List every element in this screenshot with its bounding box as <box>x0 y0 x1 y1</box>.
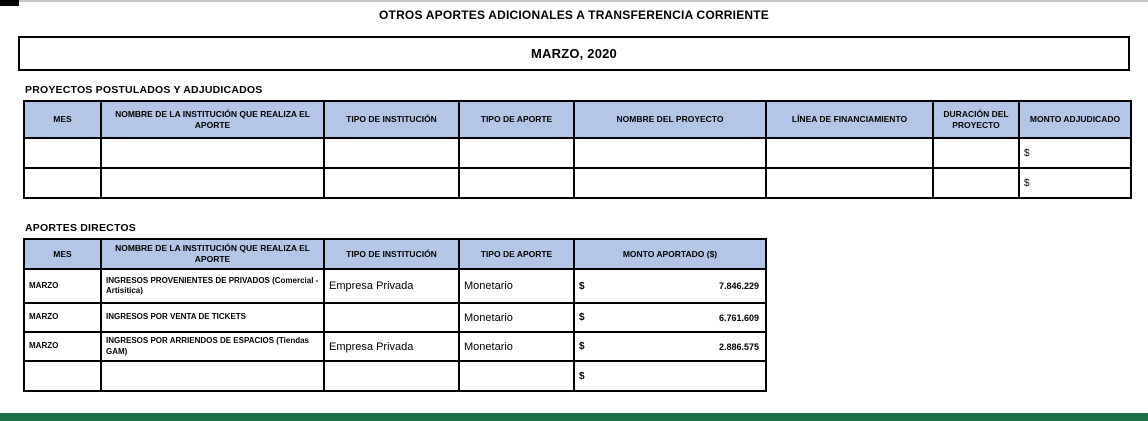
cell-linea-financiamiento <box>766 168 933 198</box>
table-row <box>24 269 766 303</box>
cell-nombre-proyecto <box>574 168 766 198</box>
cell-monto-aportado <box>574 303 766 332</box>
cell-tipo-aporte <box>459 138 574 168</box>
col-header-institucion: NOMBRE DE LA INSTITUCIÓN QUE REALIZA EL APORTE <box>101 101 324 138</box>
cell-tipo-institucion <box>324 168 459 198</box>
cell-duracion <box>933 138 1019 168</box>
direct-header-row <box>24 239 766 269</box>
cell-tipo-aporte <box>459 168 574 198</box>
cell-monto-aportado <box>574 332 766 361</box>
cell-institucion <box>101 168 324 198</box>
bottom-green-bar <box>0 413 1148 421</box>
window-edge-mark <box>0 0 19 6</box>
projects-table <box>23 100 1132 199</box>
cell-tipo-institucion: Empresa Privada <box>324 332 459 361</box>
col-header-mes: MES <box>24 239 101 269</box>
currency-symbol: $ <box>1024 147 1030 159</box>
amount-value: 2.886.575 <box>718 341 759 352</box>
projects-header-row <box>24 101 1131 138</box>
table-row <box>24 168 1131 198</box>
cell-institucion: INGRESOS POR ARRIENDOS DE ESPACIOS (Tiendas GAM) <box>101 332 324 361</box>
cell-mes: MARZO <box>24 269 101 303</box>
period-label: MARZO, 2020 <box>530 46 617 61</box>
cell-monto-adjudicado <box>1019 138 1131 168</box>
amount-value: 6.761.609 <box>718 312 759 323</box>
cell-monto-aportado <box>574 361 766 391</box>
cell-monto-aportado <box>574 269 766 303</box>
cell-institucion <box>101 138 324 168</box>
cell-duracion <box>933 168 1019 198</box>
cell-tipo-aporte <box>459 361 574 391</box>
currency-symbol: $ <box>1024 177 1030 189</box>
cell-mes: MARZO <box>24 332 101 361</box>
table-row <box>24 303 766 332</box>
table-row <box>24 138 1131 168</box>
currency-symbol: $ <box>579 341 585 352</box>
col-header-monto-adjudicado: MONTO ADJUDICADO <box>1019 101 1131 138</box>
col-header-duracion: DURACIÓN DEL PROYECTO <box>933 101 1019 138</box>
cell-mes: MARZO <box>24 303 101 332</box>
col-header-institucion: NOMBRE DE LA INSTITUCIÓN QUE REALIZA EL APORTE <box>101 239 324 269</box>
currency-symbol: $ <box>579 370 585 382</box>
cell-tipo-institucion <box>324 303 459 332</box>
cell-linea-financiamiento <box>766 138 933 168</box>
col-header-monto-aportado: MONTO APORTADO ($) <box>574 239 766 269</box>
direct-contributions-table <box>23 238 767 392</box>
col-header-linea-financiamiento: LÍNEA DE FINANCIAMIENTO <box>766 101 933 138</box>
cell-tipo-aporte: Monetario <box>459 269 574 303</box>
cell-mes <box>24 361 101 391</box>
cell-institucion: INGRESOS PROVENIENTES DE PRIVADOS (Comercial - Artisitica) <box>101 269 324 303</box>
cell-tipo-aporte: Monetario <box>459 332 574 361</box>
cell-tipo-institucion <box>324 138 459 168</box>
table-row <box>24 332 766 361</box>
top-border-line <box>0 0 1148 2</box>
col-header-tipo-institucion: TIPO DE INSTITUCIÓN <box>324 239 459 269</box>
cell-tipo-institucion <box>324 361 459 391</box>
amount-value: 7.846.229 <box>718 281 759 291</box>
currency-symbol: $ <box>579 280 585 292</box>
col-header-tipo-aporte: TIPO DE APORTE <box>459 101 574 138</box>
report-title: OTROS APORTES ADICIONALES A TRANSFERENCIA CORRIENTE <box>379 8 769 22</box>
col-header-mes: MES <box>24 101 101 138</box>
table-row <box>24 361 766 391</box>
currency-symbol: $ <box>579 312 585 323</box>
cell-institucion: INGRESOS POR VENTA DE TICKETS <box>101 303 324 332</box>
cell-institucion <box>101 361 324 391</box>
cell-nombre-proyecto <box>574 138 766 168</box>
cell-mes <box>24 168 101 198</box>
col-header-tipo-institucion: TIPO DE INSTITUCIÓN <box>324 101 459 138</box>
period-box <box>18 36 1130 71</box>
section-projects-label: PROYECTOS POSTULADOS Y ADJUDICADOS <box>25 84 263 96</box>
cell-monto-adjudicado <box>1019 168 1131 198</box>
section-direct-label: APORTES DIRECTOS <box>25 222 136 234</box>
cell-mes <box>24 138 101 168</box>
cell-tipo-aporte: Monetario <box>459 303 574 332</box>
cell-tipo-institucion: Empresa Privada <box>324 269 459 303</box>
col-header-nombre-proyecto: NOMBRE DEL PROYECTO <box>574 101 766 138</box>
col-header-tipo-aporte: TIPO DE APORTE <box>459 239 574 269</box>
